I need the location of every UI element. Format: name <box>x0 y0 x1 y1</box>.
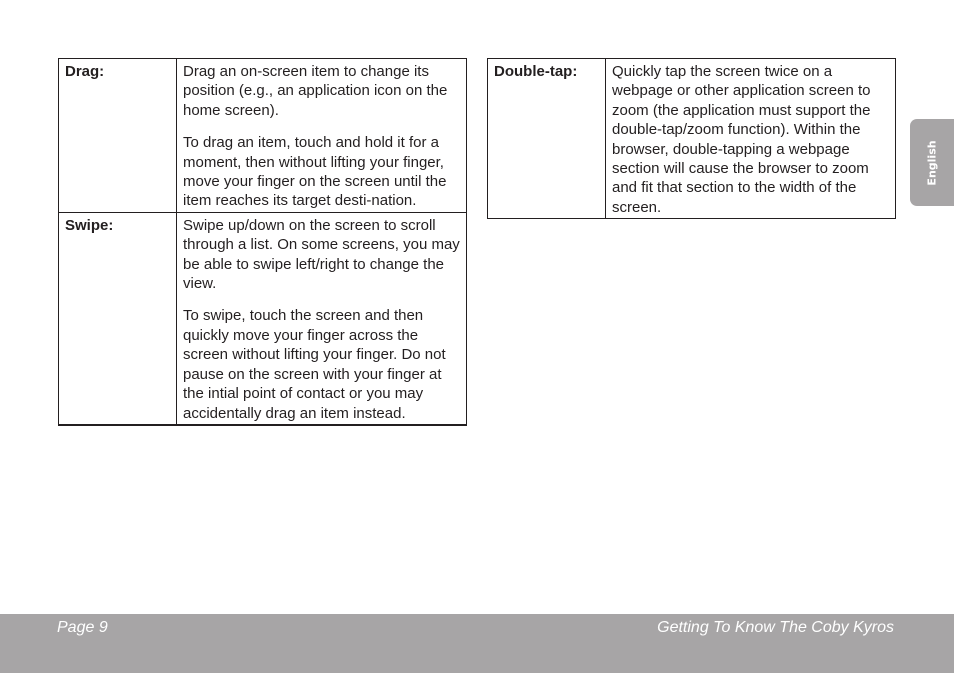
page-number: Page 9 <box>57 619 108 636</box>
gesture-term: Swipe: <box>59 212 177 425</box>
gesture-paragraph: Drag an on-screen item to change its position (e.g., an application icon on the home screen). <box>183 63 448 119</box>
gesture-row-drag <box>59 59 467 213</box>
gesture-paragraph: To drag an item, touch and hold it for a moment, then without lifting your finger, move your finger on the screen until the item reaches its target desti-nation. <box>183 134 447 210</box>
gesture-row-swipe <box>59 212 467 425</box>
footer-title: Getting To Know The Coby Kyros <box>657 619 894 636</box>
language-tab <box>910 119 954 206</box>
gesture-table-left <box>58 58 467 426</box>
gesture-paragraph: To swipe, touch the screen and then quickly move your finger across the screen without lifting your finger. Do not pause on the screen with your finger at the intial point of contact or you may accidentally drag an item instead. <box>183 307 446 422</box>
gesture-description <box>177 59 467 213</box>
gesture-table-right <box>487 58 896 219</box>
gesture-paragraph: Quickly tap the screen twice on a webpage or other application screen to zoom (the application must support the double-tap/zoom function). Within the browser, double-tapping a webpage section will cause the browser to zoom and fit that section to the width of the screen. <box>612 63 871 216</box>
gesture-paragraph: Swipe up/down on the screen to scroll through a list. On some screens, you may be able to swipe left/right to change the view. <box>183 216 460 293</box>
page-footer <box>0 614 954 673</box>
gesture-description <box>606 59 896 219</box>
gesture-term: Double-tap: <box>488 59 606 219</box>
gesture-term: Drag: <box>59 59 177 213</box>
gesture-description <box>177 212 467 425</box>
language-tab-label: English <box>925 139 939 186</box>
gesture-row-double-tap <box>488 59 896 219</box>
